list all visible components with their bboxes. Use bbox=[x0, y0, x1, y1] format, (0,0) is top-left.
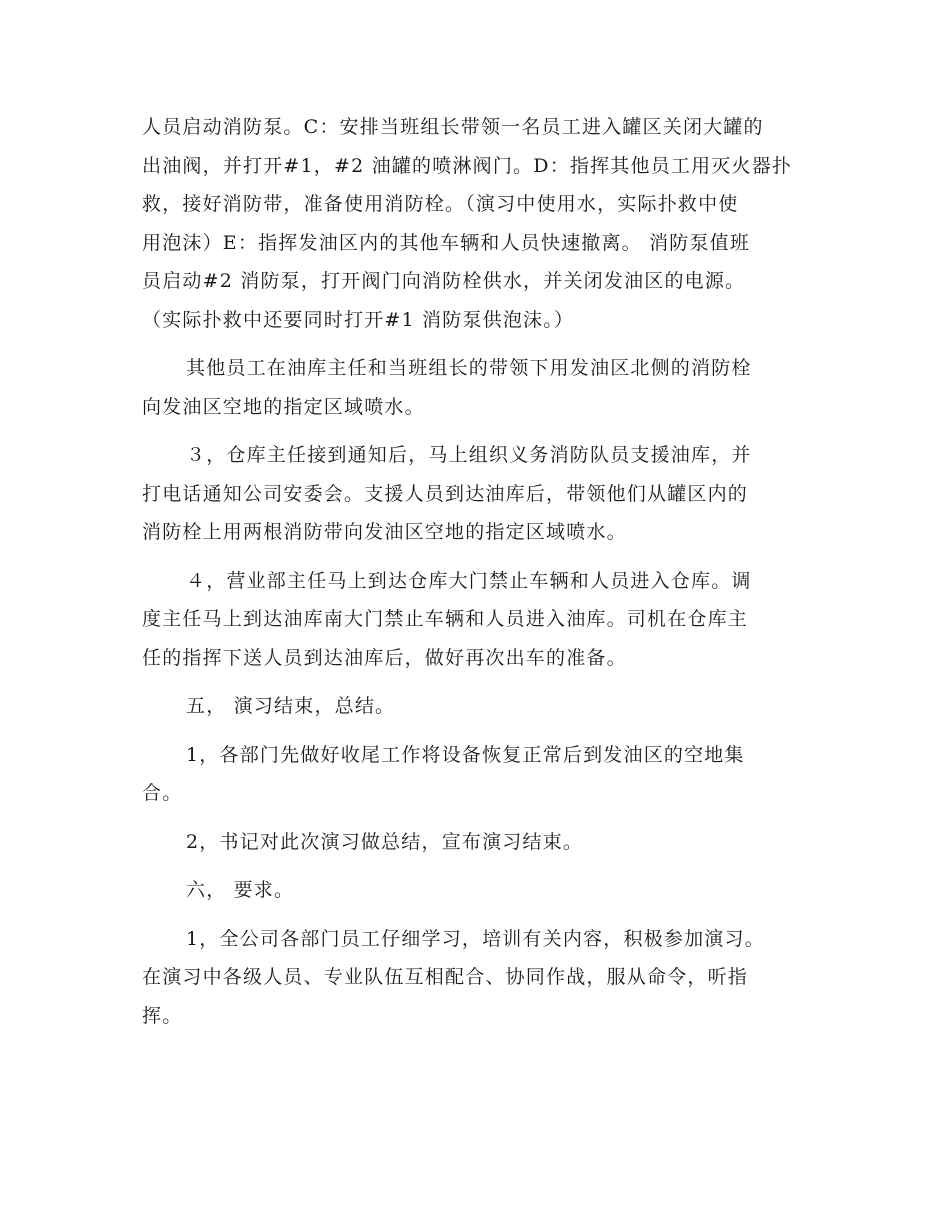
paragraph-end-item-1 bbox=[142, 736, 812, 813]
text-line: 打电话通知公司安委会。支援人员到达油库后，带领他们从罐区内的 bbox=[142, 482, 749, 505]
text-line: 消防栓上用两根消防带向发油区空地的指定区域喷水。 bbox=[142, 521, 627, 543]
text-line: 在演习中各级人员、专业队伍互相配合、协同作战，服从命令，听指 bbox=[142, 966, 749, 988]
section-heading: 六， 要求。 bbox=[186, 879, 295, 901]
paragraph-item-3 bbox=[142, 436, 812, 552]
text-line: 出油阀，并打开#1，#2 油罐的喷淋阀门。D：指挥其他员工用灭火器扑 bbox=[142, 154, 793, 177]
section-heading-requirements bbox=[142, 871, 812, 910]
text-line: 向发油区空地的指定区域喷水。 bbox=[142, 395, 425, 418]
text-line: 任的指挥下送人员到达油库后，做好再次出车的准备。 bbox=[142, 646, 627, 669]
text-line: 合。 bbox=[142, 782, 183, 804]
section-heading-drill-end bbox=[142, 687, 812, 726]
paragraph-requirement-1 bbox=[142, 920, 812, 1036]
text-line: 1，各部门先做好收尾工作将设备恢复正常后到发油区的空地集 bbox=[186, 743, 745, 766]
section-heading: 五， 演习结束，总结。 bbox=[186, 695, 396, 717]
text-line: 员启动#2 消防泵，打开阀门向消防栓供水，并关闭发油区的电源。 bbox=[142, 270, 746, 292]
text-line: 1，全公司各部门员工仔细学习，培训有关内容，积极参加演习。 bbox=[186, 927, 765, 950]
text-line: 用泡沫）E：指挥发油区内的其他车辆和人员快速撤离。 消防泵值班 bbox=[142, 231, 751, 254]
paragraph-item-4 bbox=[142, 562, 812, 678]
text-line: 度主任马上到达油库南大门禁止车辆和人员进入油库。司机在仓库主 bbox=[142, 608, 749, 630]
document-body bbox=[142, 108, 812, 1035]
text-line: ４，营业部主任马上到达仓库大门禁止车辆和人员进入仓库。调 bbox=[186, 569, 752, 592]
text-line: ３，仓库主任接到通知后，马上组织义务消防队员支援油库，并 bbox=[186, 444, 752, 466]
paragraph-end-item-2 bbox=[142, 823, 812, 862]
text-line: 人员启动消防泵。C：安排当班组长带领一名员工进入罐区关闭大罐的 bbox=[142, 116, 764, 138]
text-line: 救，接好消防带，准备使用消防栓。（演习中使用水，实际扑救中使 bbox=[142, 193, 739, 215]
text-line: 2，书记对此次演习做总结，宣布演习结束。 bbox=[186, 830, 584, 853]
text-line: （实际扑救中还要同时打开#1 消防泵供泡沫。） bbox=[142, 308, 575, 331]
text-line: 挥。 bbox=[142, 1004, 183, 1027]
paragraph-other-staff bbox=[142, 349, 812, 426]
text-line: 其他员工在油库主任和当班组长的带领下用发油区北侧的消防栓 bbox=[186, 357, 752, 379]
paragraph-drill-procedure bbox=[142, 108, 812, 339]
